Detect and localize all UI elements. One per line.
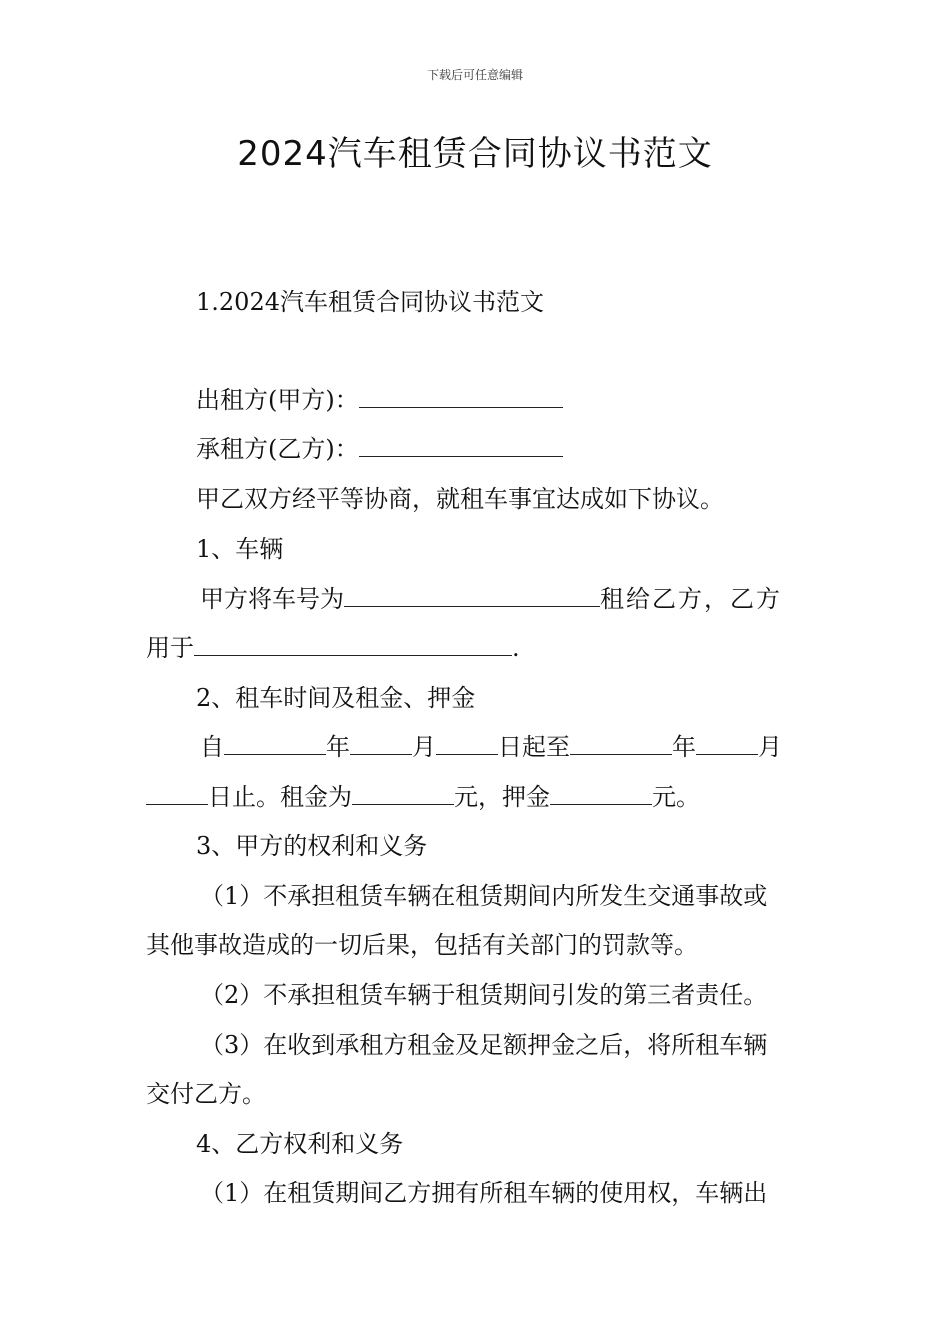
document-title: 2024汽车租赁合同协议书范文 [237, 134, 713, 174]
clause-3-item-2: （2）不承担租赁车辆于租赁期间引发的第三者责任。 [200, 981, 768, 1009]
intro-paragraph: 甲乙双方经平等协商，就租车事宜达成如下协议。 [196, 485, 724, 513]
rent-amount-blank[interactable] [352, 782, 454, 805]
year-label: 年 [326, 733, 350, 761]
clause-1-line-1 [200, 583, 782, 615]
start-day-blank[interactable] [436, 732, 498, 755]
clause-1-title: 1、车辆 [196, 535, 284, 563]
clause-1-text-c: 用于 [146, 634, 194, 662]
from-label: 自 [200, 733, 224, 761]
clause-1-text-a: 甲方将车号为 [200, 585, 344, 613]
clause-4-title: 4、乙方权利和义务 [196, 1130, 404, 1158]
clause-3-title: 3、甲方的权利和义务 [196, 832, 428, 860]
lessor-line [196, 384, 563, 416]
clause-3-item-3-line-2: 交付乙方。 [146, 1080, 266, 1108]
lessee-label: 承租方(乙方)： [196, 435, 359, 463]
month-label: 月 [412, 733, 436, 761]
clause-1-line-2 [146, 632, 520, 664]
start-year-blank[interactable] [224, 732, 326, 755]
deposit-label: 元，押金 [454, 783, 550, 811]
year-label-2: 年 [672, 733, 696, 761]
rent-label: 日止。租金为 [208, 783, 352, 811]
clause-3-item-1-line-1: （1）不承担租赁车辆在租赁期间内所发生交通事故或 [200, 882, 768, 910]
day-to-label: 日起至 [498, 733, 570, 761]
end-day-blank[interactable] [146, 782, 208, 805]
month-label-2: 月 [758, 733, 782, 761]
clause-4-item-1-line-1: （1）在租赁期间乙方拥有所租车辆的使用权，车辆出 [200, 1179, 768, 1207]
plate-number-blank[interactable] [344, 584, 600, 607]
lessee-line [196, 433, 563, 465]
clause-2-line-2 [146, 781, 700, 813]
section-title: 1.2024汽车租赁合同协议书范文 [196, 288, 544, 316]
start-month-blank[interactable] [350, 732, 412, 755]
clause-1-period: . [512, 634, 520, 662]
clause-2-title: 2、租车时间及租金、押金 [196, 684, 476, 712]
deposit-amount-blank[interactable] [550, 782, 652, 805]
clause-2-line-1 [200, 731, 782, 763]
lessee-blank[interactable] [359, 434, 563, 457]
lessor-label: 出租方(甲方)： [196, 386, 359, 414]
end-month-blank[interactable] [696, 732, 758, 755]
lessor-blank[interactable] [359, 385, 563, 408]
header-note: 下载后可任意编辑 [426, 68, 523, 82]
clause-3-item-1-line-2: 其他事故造成的一切后果，包括有关部门的罚款等。 [146, 931, 698, 959]
clause-1-text-b: 租给乙方，乙方 [600, 585, 782, 613]
yuan-label: 元。 [652, 783, 700, 811]
clause-3-item-3-line-1: （3）在收到承租方租金及足额押金之后，将所租车辆 [200, 1031, 768, 1059]
usage-blank[interactable] [194, 633, 512, 656]
end-year-blank[interactable] [570, 732, 672, 755]
